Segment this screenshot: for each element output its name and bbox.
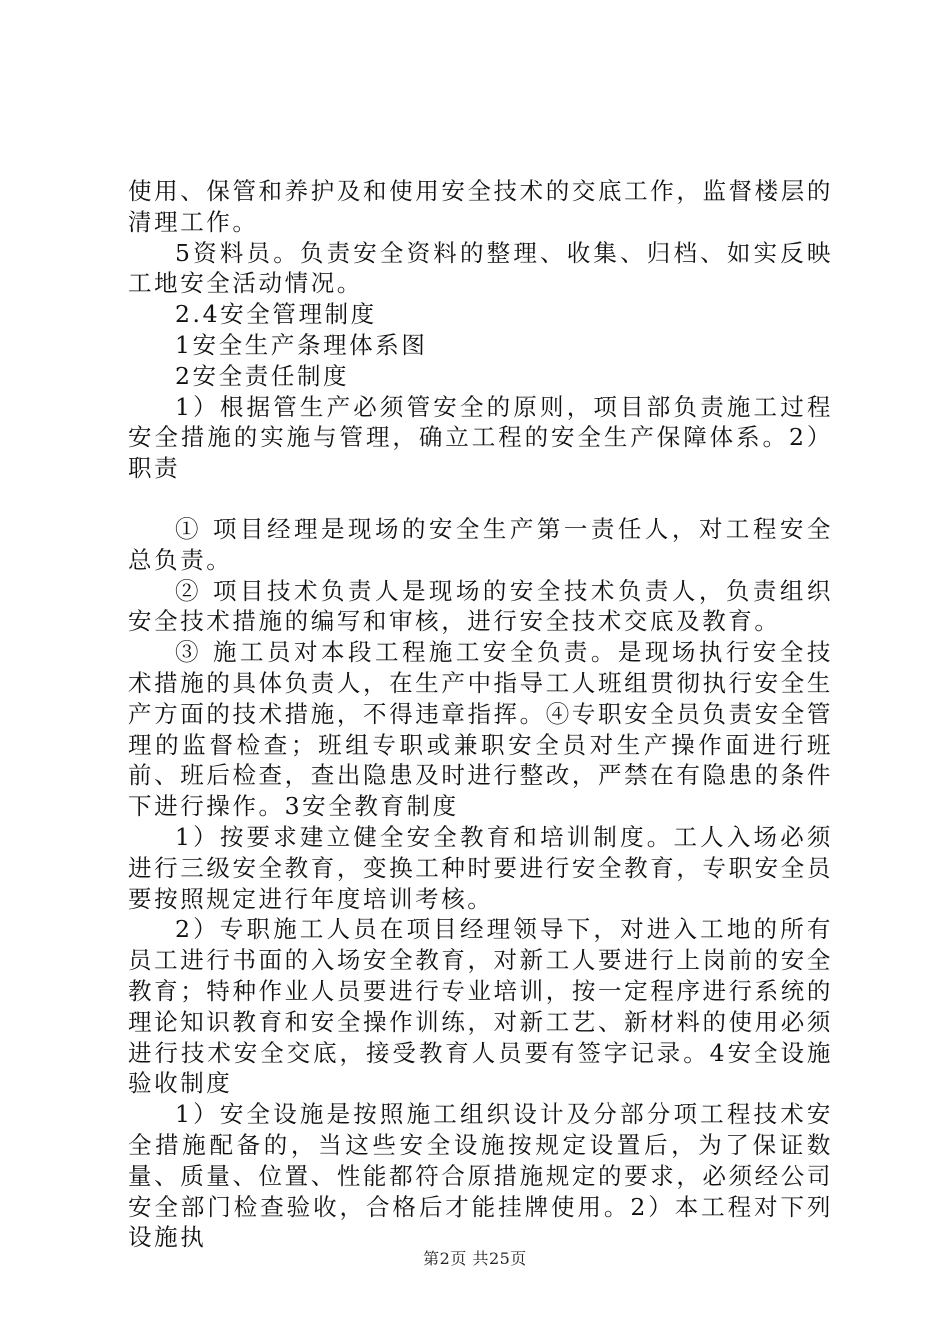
paragraph-duty-1: ① 项目经理是现场的安全生产第一责任人，对工程安全总负责。 [128, 514, 833, 574]
document-body [128, 176, 833, 1253]
paragraph-responsibility: 1）根据管生产必须管安全的原则，项目部负责施工过程安全措施的实施与管理，确立工程的安全生产保障体系。2）职责 [128, 392, 833, 483]
paragraph-duty-2: ② 项目技术负责人是现场的安全技术负责人，负责组织安全技术措施的编写和审核，进行安全技术交底及教育。 [128, 576, 833, 636]
paragraph-duty-3: ③ 施工员对本段工程施工安全负责。是现场执行安全技术措施的具体负责人，在生产中指导工人班组贯彻执行安全生产方面的技术措施，不得违章指挥。④专职安全员负责安全管理的监督检查；班组专职或兼职安全员对生产操作面进行班前、班后检查，查出隐患及时进行整改，严禁在有隐患的条件下进行操作。3安全教育制度 [128, 638, 833, 821]
paragraph-education-2: 2）专职施工人员在项目经理领导下，对进入工地的所有员工进行书面的入场安全教育，对新工人要进行上岗前的安全教育；特种作业人员要进行专业培训，按一定程序进行系统的理论知识教育和安全操作训练，对新工艺、新材料的使用必须进行技术安全交底，接受教育人员要有签字记录。4安全设施验收制度 [128, 915, 833, 1098]
page-number-footer: 第2页 共25页 [423, 1249, 527, 1268]
item-heading-1: 1安全生产条理体系图 [175, 330, 428, 359]
paragraph-1: 使用、保管和养护及和使用安全技术的交底工作，监督楼层的清理工作。 [128, 177, 833, 236]
paragraph-education-1: 1）按要求建立健全安全教育和培训制度。工人入场必须进行三级安全教育，变换工种时要进行安全教育，专职安全员要按照规定进行年度培训考核。 [128, 822, 833, 913]
item-heading-2: 2安全责任制度 [175, 361, 350, 390]
paragraph-2: 5资料员。负责安全资料的整理、收集、归档、如实反映工地安全活动情况。 [128, 238, 833, 298]
paragraph-gap [128, 484, 833, 514]
paragraph-facility-acceptance: 1）安全设施是按照施工组织设计及分部分项工程技术安全措施配备的，当这些安全设施按规定设置后，为了保证数量、质量、位置、性能都符合原措施规定的要求，必须经公司安全部门检查验收，合格后才能挂牌使用。2）本工程对下列设施执 [128, 1100, 833, 1252]
section-heading-2-4: 2.4安全管理制度 [175, 300, 377, 329]
